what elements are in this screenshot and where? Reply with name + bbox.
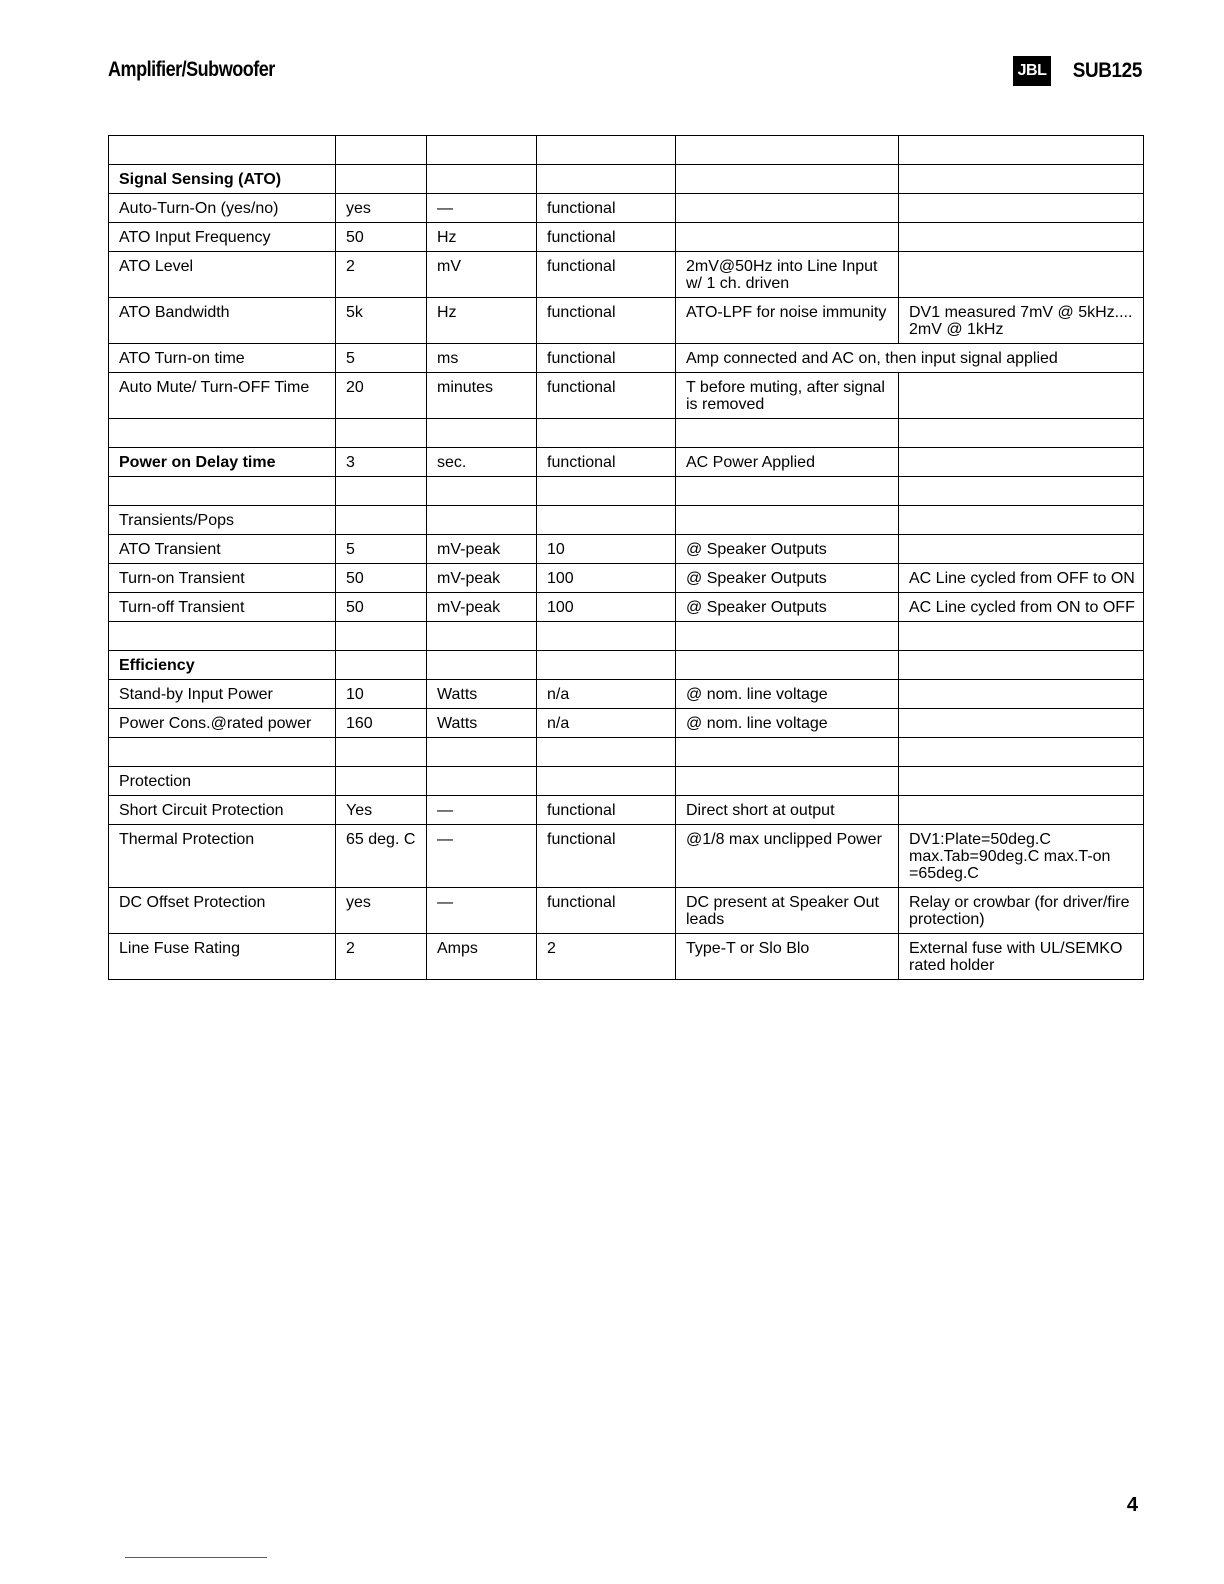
table-cell: @ nom. line voltage — [676, 709, 899, 738]
model-name: SUB125 — [1072, 59, 1142, 82]
table-cell: functional — [537, 344, 676, 373]
table-cell: Direct short at output — [676, 796, 899, 825]
table-cell — [676, 223, 899, 252]
table-cell: Signal Sensing (ATO) — [109, 165, 336, 194]
table-cell: DV1:Plate=50deg.C max.Tab=90deg.C max.T-on =65deg.C — [899, 825, 1144, 888]
table-cell: functional — [537, 825, 676, 888]
table-cell — [427, 477, 537, 506]
table-cell — [899, 223, 1144, 252]
table-cell: Amp connected and AC on, then input signal applied — [676, 344, 1144, 373]
table-cell — [537, 506, 676, 535]
table-cell — [537, 419, 676, 448]
table-cell: functional — [537, 252, 676, 298]
table-cell: yes — [336, 888, 427, 934]
table-cell: Relay or crowbar (for driver/fire protection) — [899, 888, 1144, 934]
table-cell: Watts — [427, 680, 537, 709]
table-cell — [336, 651, 427, 680]
table-row — [109, 796, 1144, 825]
table-cell: mV — [427, 252, 537, 298]
table-cell: Short Circuit Protection — [109, 796, 336, 825]
table-cell — [537, 622, 676, 651]
table-cell — [899, 373, 1144, 419]
table-cell: Auto-Turn-On (yes/no) — [109, 194, 336, 223]
table-cell: functional — [537, 223, 676, 252]
table-row — [109, 448, 1144, 477]
table-cell — [676, 622, 899, 651]
table-row — [109, 738, 1144, 767]
table-cell — [109, 738, 336, 767]
table-cell: ATO Level — [109, 252, 336, 298]
table-cell — [109, 622, 336, 651]
table-cell: n/a — [537, 680, 676, 709]
table-cell — [109, 419, 336, 448]
table-cell — [427, 419, 537, 448]
table-cell: 5k — [336, 298, 427, 344]
table-cell: mV-peak — [427, 593, 537, 622]
table-cell: functional — [537, 373, 676, 419]
table-cell: — — [427, 796, 537, 825]
table-row — [109, 593, 1144, 622]
table-cell: @ nom. line voltage — [676, 680, 899, 709]
table-cell: n/a — [537, 709, 676, 738]
table-cell: functional — [537, 298, 676, 344]
table-cell: Amps — [427, 934, 537, 980]
table-cell: AC Line cycled from ON to OFF — [899, 593, 1144, 622]
table-cell: — — [427, 888, 537, 934]
table-row — [109, 934, 1144, 980]
table-cell: 2 — [336, 934, 427, 980]
table-cell — [899, 709, 1144, 738]
table-cell — [899, 252, 1144, 298]
table-cell — [676, 136, 899, 165]
table-cell: 10 — [336, 680, 427, 709]
table-cell: Turn-off Transient — [109, 593, 336, 622]
jbl-logo-icon: JBL — [1013, 56, 1051, 86]
table-cell: 2 — [336, 252, 427, 298]
table-cell — [427, 767, 537, 796]
table-row — [109, 535, 1144, 564]
table-row — [109, 373, 1144, 419]
table-cell — [899, 535, 1144, 564]
table-cell — [336, 419, 427, 448]
table-cell: Type-T or Slo Blo — [676, 934, 899, 980]
table-cell: DC present at Speaker Out leads — [676, 888, 899, 934]
table-cell: DC Offset Protection — [109, 888, 336, 934]
table-cell — [537, 651, 676, 680]
table-cell — [537, 165, 676, 194]
table-cell: 100 — [537, 564, 676, 593]
table-row — [109, 252, 1144, 298]
table-cell: Stand-by Input Power — [109, 680, 336, 709]
table-cell: mV-peak — [427, 564, 537, 593]
table-cell — [336, 136, 427, 165]
table-cell — [676, 738, 899, 767]
table-cell: Line Fuse Rating — [109, 934, 336, 980]
table-cell — [676, 651, 899, 680]
table-cell — [676, 165, 899, 194]
table-cell — [899, 165, 1144, 194]
table-cell — [899, 477, 1144, 506]
table-cell — [427, 506, 537, 535]
table-cell: ms — [427, 344, 537, 373]
table-cell — [537, 767, 676, 796]
table-row — [109, 194, 1144, 223]
spec-table-body — [109, 136, 1144, 980]
table-cell: 100 — [537, 593, 676, 622]
table-cell: Hz — [427, 223, 537, 252]
header-brand — [1013, 56, 1142, 86]
table-cell: 5 — [336, 535, 427, 564]
table-cell — [899, 419, 1144, 448]
footer-rule — [125, 1557, 267, 1558]
table-row — [109, 564, 1144, 593]
table-cell: 5 — [336, 344, 427, 373]
table-row — [109, 165, 1144, 194]
table-cell: functional — [537, 796, 676, 825]
table-cell — [537, 477, 676, 506]
table-cell — [537, 136, 676, 165]
table-cell — [676, 767, 899, 796]
table-cell: Turn-on Transient — [109, 564, 336, 593]
page-number: 4 — [1126, 1494, 1138, 1516]
table-cell: mV-peak — [427, 535, 537, 564]
table-cell — [427, 165, 537, 194]
document-title: Amplifier/Subwoofer — [108, 58, 275, 81]
table-cell: Power on Delay time — [109, 448, 336, 477]
table-cell — [336, 738, 427, 767]
table-cell: 3 — [336, 448, 427, 477]
table-cell: Auto Mute/ Turn-OFF Time — [109, 373, 336, 419]
table-row — [109, 651, 1144, 680]
table-cell — [537, 738, 676, 767]
table-cell: T before muting, after signal is removed — [676, 373, 899, 419]
spec-table — [108, 135, 1144, 980]
table-cell: Thermal Protection — [109, 825, 336, 888]
table-cell — [427, 651, 537, 680]
table-row — [109, 136, 1144, 165]
table-cell — [899, 767, 1144, 796]
table-cell — [336, 622, 427, 651]
table-cell: ATO Bandwidth — [109, 298, 336, 344]
table-cell — [899, 680, 1144, 709]
table-cell — [109, 136, 336, 165]
table-cell: AC Line cycled from OFF to ON — [899, 564, 1144, 593]
table-cell: — — [427, 825, 537, 888]
table-cell — [336, 506, 427, 535]
table-cell: Yes — [336, 796, 427, 825]
table-row — [109, 506, 1144, 535]
table-row — [109, 767, 1144, 796]
table-row — [109, 888, 1144, 934]
table-cell — [336, 165, 427, 194]
table-cell: — — [427, 194, 537, 223]
table-row — [109, 825, 1144, 888]
table-cell: @ Speaker Outputs — [676, 535, 899, 564]
table-row — [109, 223, 1144, 252]
table-row — [109, 298, 1144, 344]
table-cell — [109, 477, 336, 506]
table-cell: Power Cons.@rated power — [109, 709, 336, 738]
table-row — [109, 709, 1144, 738]
table-cell — [676, 506, 899, 535]
table-cell — [899, 136, 1144, 165]
table-cell — [899, 651, 1144, 680]
table-cell: 20 — [336, 373, 427, 419]
table-cell — [676, 419, 899, 448]
table-cell: ATO-LPF for noise immunity — [676, 298, 899, 344]
table-cell: 2mV@50Hz into Line Input w/ 1 ch. driven — [676, 252, 899, 298]
table-cell: 50 — [336, 223, 427, 252]
table-cell: @1/8 max unclipped Power — [676, 825, 899, 888]
table-row — [109, 419, 1144, 448]
table-cell: Hz — [427, 298, 537, 344]
table-cell — [427, 622, 537, 651]
table-cell: Transients/Pops — [109, 506, 336, 535]
table-cell — [676, 477, 899, 506]
table-cell: functional — [537, 448, 676, 477]
table-cell: ATO Transient — [109, 535, 336, 564]
table-cell — [336, 477, 427, 506]
table-cell: 50 — [336, 593, 427, 622]
table-cell — [899, 622, 1144, 651]
table-cell: AC Power Applied — [676, 448, 899, 477]
table-cell — [676, 194, 899, 223]
table-cell — [899, 738, 1144, 767]
table-row — [109, 622, 1144, 651]
table-cell: DV1 measured 7mV @ 5kHz.... 2mV @ 1kHz — [899, 298, 1144, 344]
table-cell: Protection — [109, 767, 336, 796]
table-cell: External fuse with UL/SEMKO rated holder — [899, 934, 1144, 980]
table-cell: @ Speaker Outputs — [676, 593, 899, 622]
table-cell: minutes — [427, 373, 537, 419]
table-cell: ATO Turn-on time — [109, 344, 336, 373]
table-cell — [427, 738, 537, 767]
table-cell — [899, 796, 1144, 825]
table-cell: @ Speaker Outputs — [676, 564, 899, 593]
table-cell — [427, 136, 537, 165]
table-row — [109, 344, 1144, 373]
table-cell: sec. — [427, 448, 537, 477]
table-cell: yes — [336, 194, 427, 223]
table-row — [109, 680, 1144, 709]
table-row — [109, 477, 1144, 506]
table-cell — [899, 448, 1144, 477]
table-cell — [336, 767, 427, 796]
table-cell: 160 — [336, 709, 427, 738]
table-cell: functional — [537, 888, 676, 934]
table-cell: functional — [537, 194, 676, 223]
table-cell — [899, 506, 1144, 535]
table-cell: Watts — [427, 709, 537, 738]
table-cell: ATO Input Frequency — [109, 223, 336, 252]
table-cell: 65 deg. C — [336, 825, 427, 888]
table-cell: 50 — [336, 564, 427, 593]
table-cell: 2 — [537, 934, 676, 980]
table-cell: Efficiency — [109, 651, 336, 680]
table-cell — [899, 194, 1144, 223]
table-cell: 10 — [537, 535, 676, 564]
